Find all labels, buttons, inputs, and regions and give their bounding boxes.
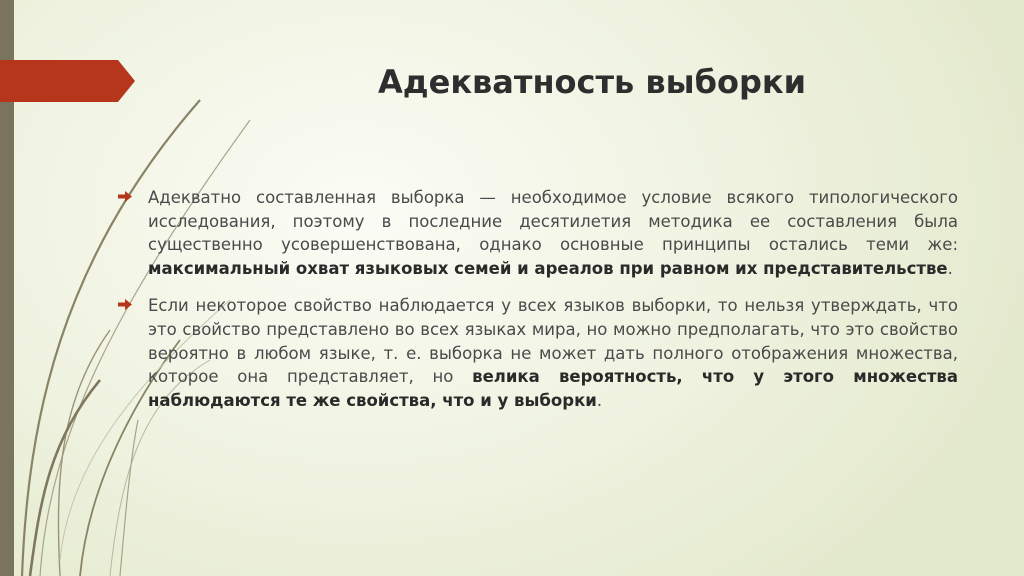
bullet-text-end: .	[596, 390, 603, 410]
bullet-text: Адекватно составленная выборка — необходимое условие всякого типологического исследования, поэтому в последние десятилетия методика ее составления была существенно усовершенствована, однако основные принципы остались теми же:	[148, 188, 958, 255]
red-arrow-bullet-icon	[118, 299, 132, 310]
bullet-text-bold: максимальный охват языковых семей и ареалов при равном их представительстве	[148, 258, 948, 278]
bullet-item	[148, 186, 958, 280]
slide-title: Адекватность выборки	[378, 63, 806, 101]
bullet-text-end: .	[947, 258, 953, 278]
bullet-list	[148, 186, 958, 426]
bullet-text-bold: велика вероятность, что у этого множества наблюдаются те же свойства, что и у выборки	[148, 367, 958, 410]
red-arrow-bullet-icon	[118, 191, 132, 202]
bullet-text: Если некоторое свойство наблюдается у всех языков выборки, то нельзя утверждать, что это свойство представлено во всех языках мира, но можно предполагать, что это свойство вероятно в любом языке, т. е. выборка не может дать полного отображения множества, которое она представляет, но	[148, 296, 958, 387]
bullet-item	[148, 294, 958, 412]
